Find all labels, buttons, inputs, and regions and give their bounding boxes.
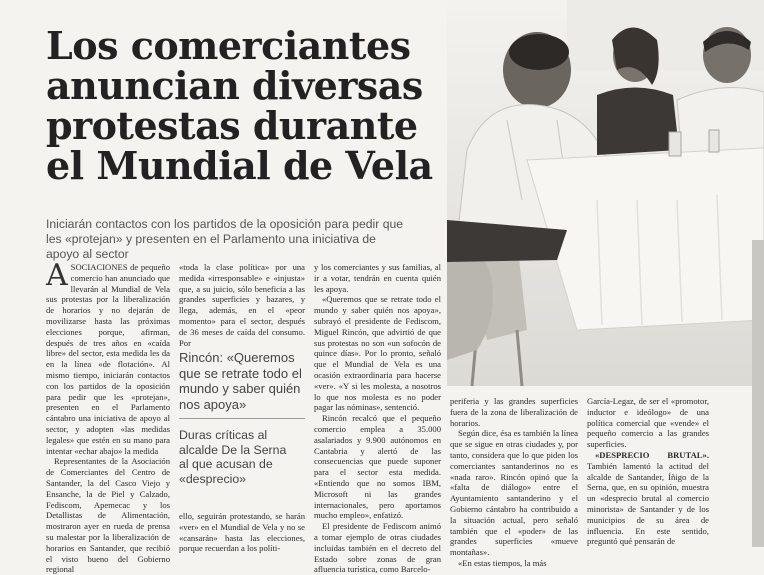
drop-cap: A — [46, 258, 68, 293]
paragraph-text: También lamentó la actitud del alcalde de Santander, Íñigo de la Serna, que, en su opinión, muestra un «desprecio brutal al comercio minorista» de Santander y de los municipios de su área de influencia. En este sentido, preguntó qué pensarán de — [587, 460, 709, 547]
news-photo — [447, 0, 764, 386]
page-edge — [752, 240, 764, 547]
column-5 — [587, 396, 709, 547]
paragraph: «toda la clase política» por una medida «irresponsable» e «injusta» que, a su juicio, sólo beneficia a las grandes superficies y bazares, y llega, además, en el «peor momento» para el sector, después de 36 meses de caída del consumo. Por — [179, 262, 305, 348]
headline — [46, 23, 446, 188]
column-4 — [450, 396, 578, 569]
lead-text: SOCIACIONES de pequeño comercio han anunciado que llevarán al Mundial de Vela sus protestas por la liberalización de horarios y no dejarán de movilizarse hasta las próximas elecciones porque, afirman, después de tres años en «caída libre» del sector, esta medida les da en la línea «de flotación». Al mismo tiempo, iniciarán contactos con los partidos de la oposición para pedir que les «protejan», presenten en el Parlamento cántabro una iniciativa de apoyo al sector, y adopten «las medidas legales» que estén en su mano para intentar «echar abajo» la medida — [46, 262, 170, 456]
paragraph — [587, 450, 709, 547]
section-heading: «DESPRECIO BRUTAL». — [595, 449, 709, 460]
column-3 — [314, 262, 441, 575]
paragraph: «Queremos que se retrate todo el mundo y saber quién nos apoya», subrayó el presidente de Fediscom, Miguel Rincón, que advirtió de que sus protestas no son «un sofocón de quince días». Por lo pronto, señaló que el Mundial de Vela es una ocasión extraordinaria para hacerse «ver». «Y si les molesta, a nosotros lo que nos molesta es no poder pagar las nóminas», sentenció. — [314, 294, 441, 413]
paragraph — [46, 258, 170, 456]
subheadline: Iniciarán contactos con los partidos de la oposición para pedir que les «protejan» y presenten en el Parlamento una iniciativa de apoyo al sector — [46, 217, 404, 261]
headline-line-3: protestas durante — [46, 103, 418, 148]
divider — [179, 418, 305, 419]
column-1 — [46, 258, 170, 575]
paragraph: Rincón recalcó que el pequeño comercio emplea a 35.000 asalariados y 9.900 autónomos en Cantabria y alertó de las consecuencias que puede suponer para el sector esta medida. «Entiendo que no somos IBM, Microsoft ni las grandes internacionales, pero aportamos mucho empleo», enfatizó. — [314, 413, 441, 521]
photo-illustration — [447, 0, 764, 386]
paragraph: Según dice, ésa es también la línea que se sigue en otras ciudades y, por tanto, considera que lo que piden los comerciantes santanderinos no es «nada raro». Rincón opinó que la «falta de diálogo» entre el Ayuntamiento santanderino y el Gobierno cántabro ha contribuido a la situación actual, pero señaló también que el «poder» de las grandes superficies «mueve montañas». — [450, 428, 578, 558]
headline-line-2: anuncian diversas — [46, 63, 423, 108]
headline-line-4: el Mundial de Vela — [46, 143, 433, 188]
column-2 — [179, 262, 305, 348]
column-2-bottom — [179, 511, 305, 554]
paragraph: periferia y las grandes superficies fuera de la zona de liberalización de horarios. — [450, 396, 578, 428]
pull-quote-1: Rincón: «Queremos que se retrate todo el mundo y saber quién nos apoya» — [179, 350, 302, 412]
headline-line-1: Los comerciantes — [46, 23, 411, 68]
paragraph: ello, seguirán protestando, se harán «ver» en el Mundial de Vela y no se «cansarán» hasta las elecciones, porque recuerdan a los políti- — [179, 511, 305, 554]
paragraph: «En estas tiempos, la más — [458, 557, 547, 568]
paragraph: Representantes de la Asociación de Comerciantes del Centro de Santander, la del Casco Viejo y Ensanche, la de Piel y Calzado, Fediscom, Apemecac y los Detallistas de Alimentación, mostraron ayer en rueda de prensa su malestar por la liberalización de horarios en Santander, que recibió el visto bueno del Gobierno regional — [46, 456, 170, 575]
pull-quote-2: Duras críticas al alcalde De la Serna al que acusan de «desprecio» — [179, 428, 287, 486]
paragraph: García-Legaz, de ser el «promotor, inductor e ideólogo» de una política comercial que «vende» el pequeño comercio a las grandes superficies. — [587, 396, 709, 450]
paragraph: El presidente de Fediscom animó a tomar ejemplo de otras ciudades incluidas también en el decreto del Estado sobre zonas de gran afluencia turística, como Barcelo- — [314, 521, 441, 575]
paragraph: y los comerciantes y sus familias, al ir a votar, tendrán en cuenta quién les apoya. — [314, 262, 441, 294]
